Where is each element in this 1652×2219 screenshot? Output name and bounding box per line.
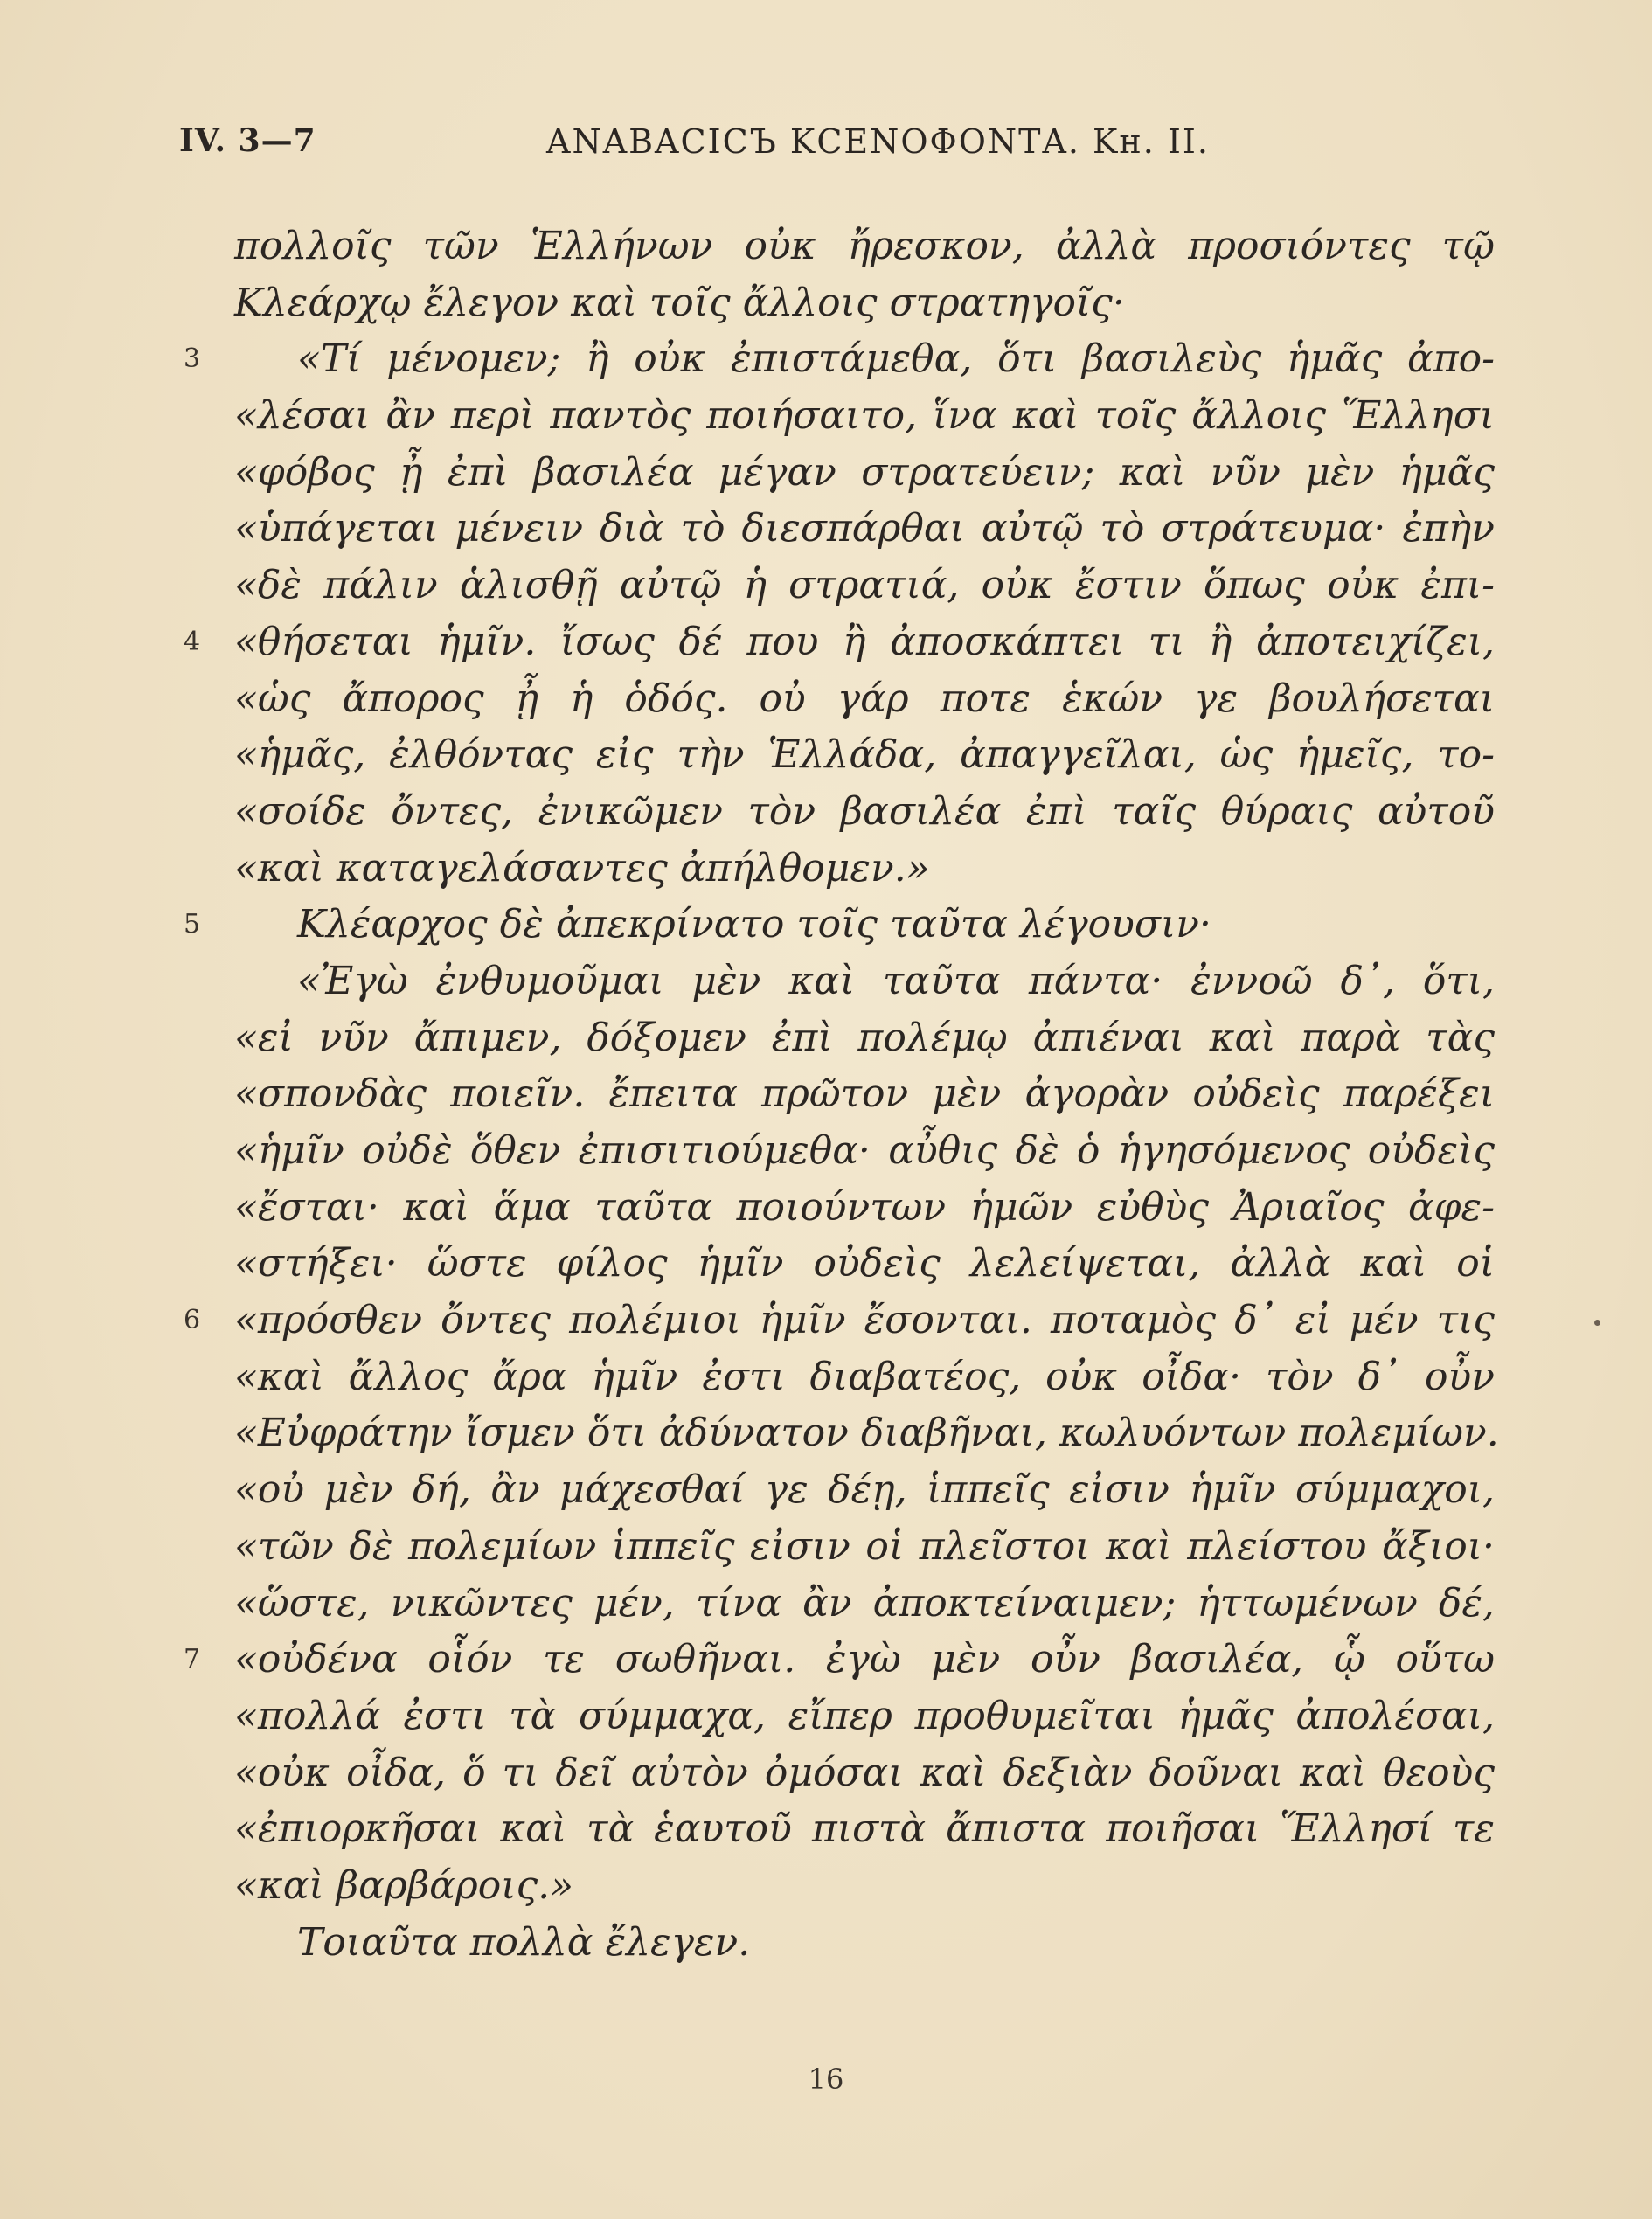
- line-text: «δὲ πάλιν ἁλισθῇ αὐτῷ ἡ στρατιά, οὐκ ἔστιν ὅπως οὐκ ἐπι-: [234, 563, 1495, 608]
- text-line: [0, 1689, 1652, 1745]
- section-number: 6: [184, 1305, 201, 1336]
- line-text: «ἐπιορκῆσαι καὶ τὰ ἑαυτοῦ πιστὰ ἄπιστα ποιῆσαι Ἕλλησί τε: [234, 1806, 1495, 1852]
- line-text: «καὶ βαρβάροις.»: [234, 1862, 574, 1908]
- running-header: [0, 122, 1652, 175]
- line-text: «στήξει· ὥστε φίλος ἡμῖν οὐδεὶς λελείψεται, ἀλλὰ καὶ οἱ: [234, 1241, 1495, 1286]
- line-text: «ἡμᾶς, ἐλθόντας εἰς τὴν Ἑλλάδα, ἀπαγγεῖλαι, ὡς ἡμεῖς, το-: [234, 732, 1495, 778]
- text-line: [0, 445, 1652, 502]
- line-text: Τοιαῦτα πολλὰ ἔλεγεν.: [297, 1919, 751, 1965]
- text-line: [0, 1801, 1652, 1858]
- text-line: [0, 331, 1652, 388]
- line-text: «Τί μένομεν; ἢ οὐκ ἐπιστάμεθα, ὅτι βασιλεὺς ἡμᾶς ἀπο-: [297, 336, 1495, 382]
- line-text: «ἔσται· καὶ ἅμα ταῦτα ποιούντων ἡμῶν εὐθὺς Ἀριαῖος ἀφε-: [234, 1184, 1495, 1230]
- line-text: «λέσαι ἂν περὶ παντὸς ποιήσαιτο, ἵνα καὶ τοῖς ἄλλοις Ἕλλησι: [234, 393, 1495, 439]
- ink-speck: [1594, 1320, 1600, 1326]
- line-text: «σοίδε ὄντες, ἐνικῶμεν τὸν βασιλέα ἐπὶ ταῖς θύραις αὐτοῦ: [234, 788, 1495, 834]
- text-line: [0, 1915, 1652, 1972]
- line-text: «θήσεται ἡμῖν. ἴσως δέ που ἢ ἀποσκάπτει τι ἢ ἀποτειχίζει,: [234, 619, 1495, 664]
- text-line: [0, 1462, 1652, 1519]
- text-line: [0, 671, 1652, 728]
- line-text: «σπονδὰς ποιεῖν. ἔπειτα πρῶτον μὲν ἀγορὰν οὐδεὶς παρέξει: [234, 1071, 1495, 1117]
- text-line: [0, 1123, 1652, 1180]
- line-text: Κλεάρχῳ ἔλεγον καὶ τοῖς ἄλλοις στρατηγοῖς·: [234, 280, 1125, 325]
- text-line: [0, 841, 1652, 898]
- text-line: [0, 1405, 1652, 1462]
- line-text: «οὐκ οἶδα, ὅ τι δεῖ αὐτὸν ὀμόσαι καὶ δεξιὰν δοῦναι καὶ θεοὺς: [234, 1750, 1495, 1795]
- line-text: «καὶ καταγελάσαντες ἀπήλθομεν.»: [234, 845, 930, 891]
- line-text: «Ἐγὼ ἐνθυμοῦμαι μὲν καὶ ταῦτα πάντα· ἐννοῶ δ᾽, ὅτι,: [297, 958, 1495, 1003]
- section-number: 5: [184, 909, 201, 940]
- line-text: «τῶν δὲ πολεμίων ἱππεῖς εἰσιν οἱ πλεῖστοι καὶ πλείστου ἄξιοι·: [234, 1523, 1495, 1569]
- section-number: 3: [184, 343, 201, 375]
- text-line: [0, 1576, 1652, 1633]
- text-line: [0, 501, 1652, 558]
- text-line: [0, 784, 1652, 841]
- book-title: ΑΝΑΒΑCΙCЪ ΚCΕΝΟΦΟΝΤΑ. Κн. II.: [546, 122, 1211, 161]
- text-line: [0, 1519, 1652, 1576]
- greek-text-body: [0, 218, 1652, 1971]
- text-line: [0, 558, 1652, 614]
- text-line: [0, 1293, 1652, 1349]
- line-text: πολλοῖς τῶν Ἑλλήνων οὐκ ἤρεσκον, ἀλλὰ προσιόντες τῷ: [234, 224, 1495, 268]
- text-line: [0, 218, 1652, 275]
- line-text: «καὶ ἄλλος ἄρα ἡμῖν ἐστι διαβατέος, οὐκ οἶδα· τὸν δ᾽ οὖν: [234, 1354, 1495, 1399]
- text-line: [0, 953, 1652, 1010]
- text-line: [0, 1010, 1652, 1067]
- section-number: 7: [184, 1644, 201, 1675]
- text-line: [0, 388, 1652, 445]
- text-line: [0, 1632, 1652, 1689]
- line-text: Κλέαρχος δὲ ἀπεκρίνατο τοῖς ταῦτα λέγουσιν·: [297, 902, 1211, 947]
- text-line: [0, 275, 1652, 332]
- line-text: «ἡμῖν οὐδὲ ὅθεν ἐπισιτιούμεθα· αὖθις δὲ ὁ ἡγησόμενος οὐδεὶς: [234, 1128, 1495, 1173]
- section-number: 4: [184, 626, 201, 657]
- line-text: «εἰ νῦν ἄπιμεν, δόξομεν ἐπὶ πολέμῳ ἀπιέναι καὶ παρὰ τὰς: [234, 1015, 1495, 1060]
- text-line: [0, 1236, 1652, 1293]
- line-text: «Εὐφράτην ἴσμεν ὅτι ἀδύνατον διαβῆναι, κωλυόντων πολεμίων.: [234, 1411, 1499, 1456]
- page-number: 16: [808, 2063, 844, 2096]
- text-line: [0, 727, 1652, 784]
- text-line: [0, 1066, 1652, 1123]
- line-text: «πρόσθεν ὄντες πολέμιοι ἡμῖν ἔσονται. ποταμὸς δ᾽ εἰ μέν τις: [234, 1298, 1495, 1343]
- line-text: «οὐδένα οἷόν τε σωθῆναι. ἐγὼ μὲν οὖν βασιλέα, ᾧ οὕτω: [234, 1637, 1495, 1682]
- line-text: «πολλά ἐστι τὰ σύμμαχα, εἴπερ προθυμεῖται ἡμᾶς ἀπολέσαι,: [234, 1693, 1495, 1738]
- line-text: «οὐ μὲν δή, ἂν μάχεσθαί γε δέῃ, ἱππεῖς εἰσιν ἡμῖν σύμμαχοι,: [234, 1467, 1495, 1513]
- section-reference: IV. 3—7: [179, 122, 316, 159]
- text-line: [0, 1858, 1652, 1915]
- line-text: «ὥστε, νικῶντες μέν, τίνα ἂν ἀποκτείναιμεν; ἡττωμένων δέ,: [234, 1580, 1495, 1626]
- text-line: [0, 614, 1652, 671]
- text-line: [0, 1349, 1652, 1406]
- text-line: [0, 1745, 1652, 1802]
- line-text: «ὑπάγεται μένειν διὰ τὸ διεσπάρθαι αὐτῷ τὸ στράτευμα· ἐπὴν: [234, 506, 1495, 551]
- text-line: [0, 1180, 1652, 1237]
- line-text: «ὡς ἄπορος ᾖ ἡ ὁδός. οὐ γάρ ποτε ἑκών γε βουλήσεται: [234, 676, 1495, 721]
- text-line: [0, 897, 1652, 953]
- line-text: «φόβος ᾖ ἐπὶ βασιλέα μέγαν στρατεύειν; καὶ νῦν μὲν ἡμᾶς: [234, 449, 1495, 495]
